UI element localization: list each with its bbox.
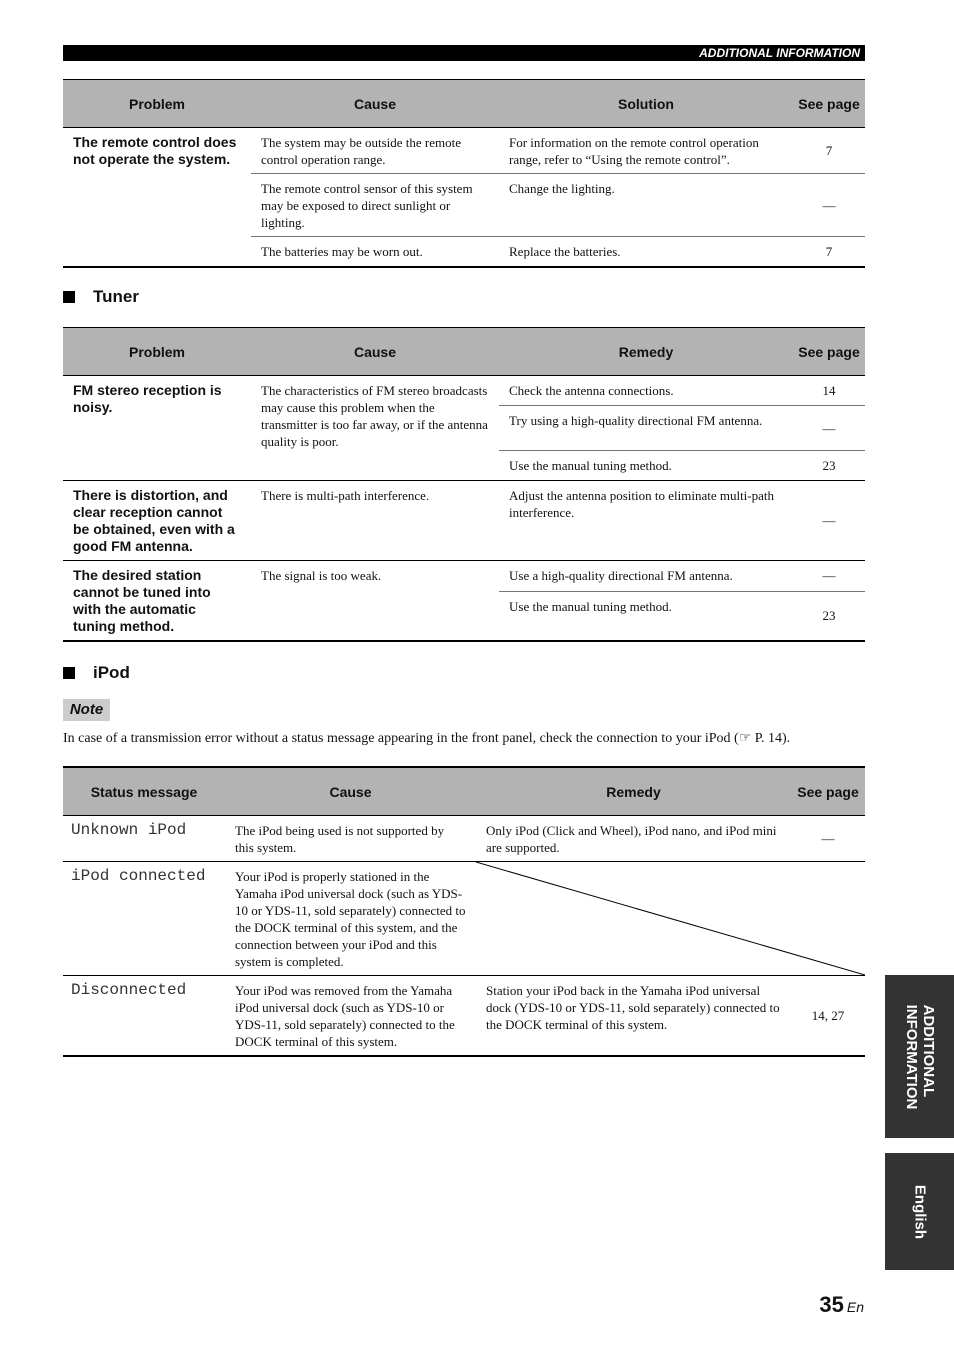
tuner-heading xyxy=(63,287,139,307)
remedy-cell: Use a high-quality directional FM antenna. xyxy=(499,561,793,592)
note-text: In case of a transmission error without a status message appearing in the front panel, check the connection to your iPod (☞ P. 14). xyxy=(63,731,791,746)
tuner-troubleshooting-table xyxy=(63,327,865,642)
side-tab-additional-information xyxy=(885,975,954,1138)
header-section-label: ADDITIONAL INFORMATION xyxy=(699,46,860,60)
problem-cell: FM stereo reception is noisy. xyxy=(63,376,251,481)
page-cell: 7 xyxy=(793,128,865,174)
remedy-cell: Try using a high-quality directional FM antenna. xyxy=(499,406,793,451)
status-message-cell: Unknown iPod xyxy=(63,816,225,862)
col-problem: Problem xyxy=(63,328,251,376)
page-cell: — xyxy=(793,406,865,451)
cause-cell: The characteristics of FM stereo broadcasts may cause this problem when the transmitter is too far away, or if the antenna quality is poor. xyxy=(251,376,499,481)
table-row xyxy=(63,816,865,862)
remote-troubleshooting-table xyxy=(63,79,865,268)
page-cell: 14, 27 xyxy=(791,976,865,1057)
table-row xyxy=(63,481,865,561)
solution-cell: For information on the remote control operation range, refer to “Using the remote control”. xyxy=(499,128,793,174)
remedy-cell: Use the manual tuning method. xyxy=(499,451,793,481)
solution-cell: Replace the batteries. xyxy=(499,237,793,268)
solution-cell: Change the lighting. xyxy=(499,174,793,237)
square-bullet-icon xyxy=(63,291,75,303)
square-bullet-icon xyxy=(63,667,75,679)
cause-cell: Your iPod was removed from the Yamaha iPod universal dock (such as YDS-10 or YDS-11, sold separately) connected to the DOCK terminal of this system. xyxy=(225,976,476,1057)
page-cell: — xyxy=(793,174,865,237)
page-number xyxy=(819,1292,864,1318)
ipod-status-table xyxy=(63,766,865,1057)
remedy-cell: Use the manual tuning method. xyxy=(499,591,793,641)
page-cell: — xyxy=(793,561,865,592)
col-problem: Problem xyxy=(63,80,251,128)
cause-cell: The remote control sensor of this system may be exposed to direct sunlight or lighting. xyxy=(251,174,499,237)
ipod-heading xyxy=(63,663,130,683)
not-applicable-cell xyxy=(476,862,865,976)
problem-cell: The remote control does not operate the system. xyxy=(63,128,251,268)
col-remedy: Remedy xyxy=(476,767,791,816)
table-row xyxy=(63,862,865,976)
status-message-cell: Disconnected xyxy=(63,976,225,1057)
side-tab-language xyxy=(885,1153,954,1270)
col-remedy: Remedy xyxy=(499,328,793,376)
side-tab-line-1: ADDITIONAL xyxy=(919,1004,937,1097)
page-cell: 7 xyxy=(793,237,865,268)
page-lang-code: En xyxy=(846,1299,864,1315)
col-status-message: Status message xyxy=(63,767,225,816)
remedy-cell: Adjust the antenna position to eliminate multi-path interference. xyxy=(499,481,793,561)
tuner-heading-text: Tuner xyxy=(93,287,139,306)
header-bar xyxy=(63,45,865,61)
col-cause: Cause xyxy=(251,80,499,128)
page-cell: 23 xyxy=(793,451,865,481)
col-see-page: See page xyxy=(793,80,865,128)
cause-cell: The signal is too weak. xyxy=(251,561,499,642)
cause-cell: The iPod being used is not supported by this system. xyxy=(225,816,476,862)
diagonal-strike-line xyxy=(476,862,865,975)
side-tab-language-label: English xyxy=(911,1184,928,1239)
remedy-cell: Check the antenna connections. xyxy=(499,376,793,406)
page-number-value: 35 xyxy=(819,1292,844,1317)
table-row xyxy=(63,976,865,1057)
col-solution: Solution xyxy=(499,80,793,128)
col-see-page: See page xyxy=(793,328,865,376)
remedy-cell: Station your iPod back in the Yamaha iPod universal dock (YDS-10 or YDS-11, sold separately) connected to the DOCK terminal of this system. xyxy=(476,976,791,1057)
col-cause: Cause xyxy=(251,328,499,376)
col-see-page: See page xyxy=(791,767,865,816)
page-cell: 14 xyxy=(793,376,865,406)
note-label: Note xyxy=(63,699,110,721)
cause-cell: The batteries may be worn out. xyxy=(251,237,499,268)
table-row xyxy=(63,376,865,406)
page-cell: — xyxy=(791,816,865,862)
remedy-cell: Only iPod (Click and Wheel), iPod nano, and iPod mini are supported. xyxy=(476,816,791,862)
problem-cell: The desired station cannot be tuned into with the automatic tuning method. xyxy=(63,561,251,642)
cause-cell: There is multi-path interference. xyxy=(251,481,499,561)
ipod-heading-text: iPod xyxy=(93,663,130,682)
table-row xyxy=(63,128,865,174)
cause-cell: The system may be outside the remote control operation range. xyxy=(251,128,499,174)
side-tab-line-2: INFORMATION xyxy=(902,1004,920,1109)
problem-cell: There is distortion, and clear reception cannot be obtained, even with a good FM antenna. xyxy=(63,481,251,561)
page-cell: — xyxy=(793,481,865,561)
cause-cell: Your iPod is properly stationed in the Yamaha iPod universal dock (such as YDS-10 or YDS-11, sold separately) connected to the DOCK terminal of this system, and the connection between your iPod and this system is completed. xyxy=(225,862,476,976)
page-cell: 23 xyxy=(793,591,865,641)
col-cause: Cause xyxy=(225,767,476,816)
status-message-cell: iPod connected xyxy=(63,862,225,976)
table-row xyxy=(63,561,865,592)
